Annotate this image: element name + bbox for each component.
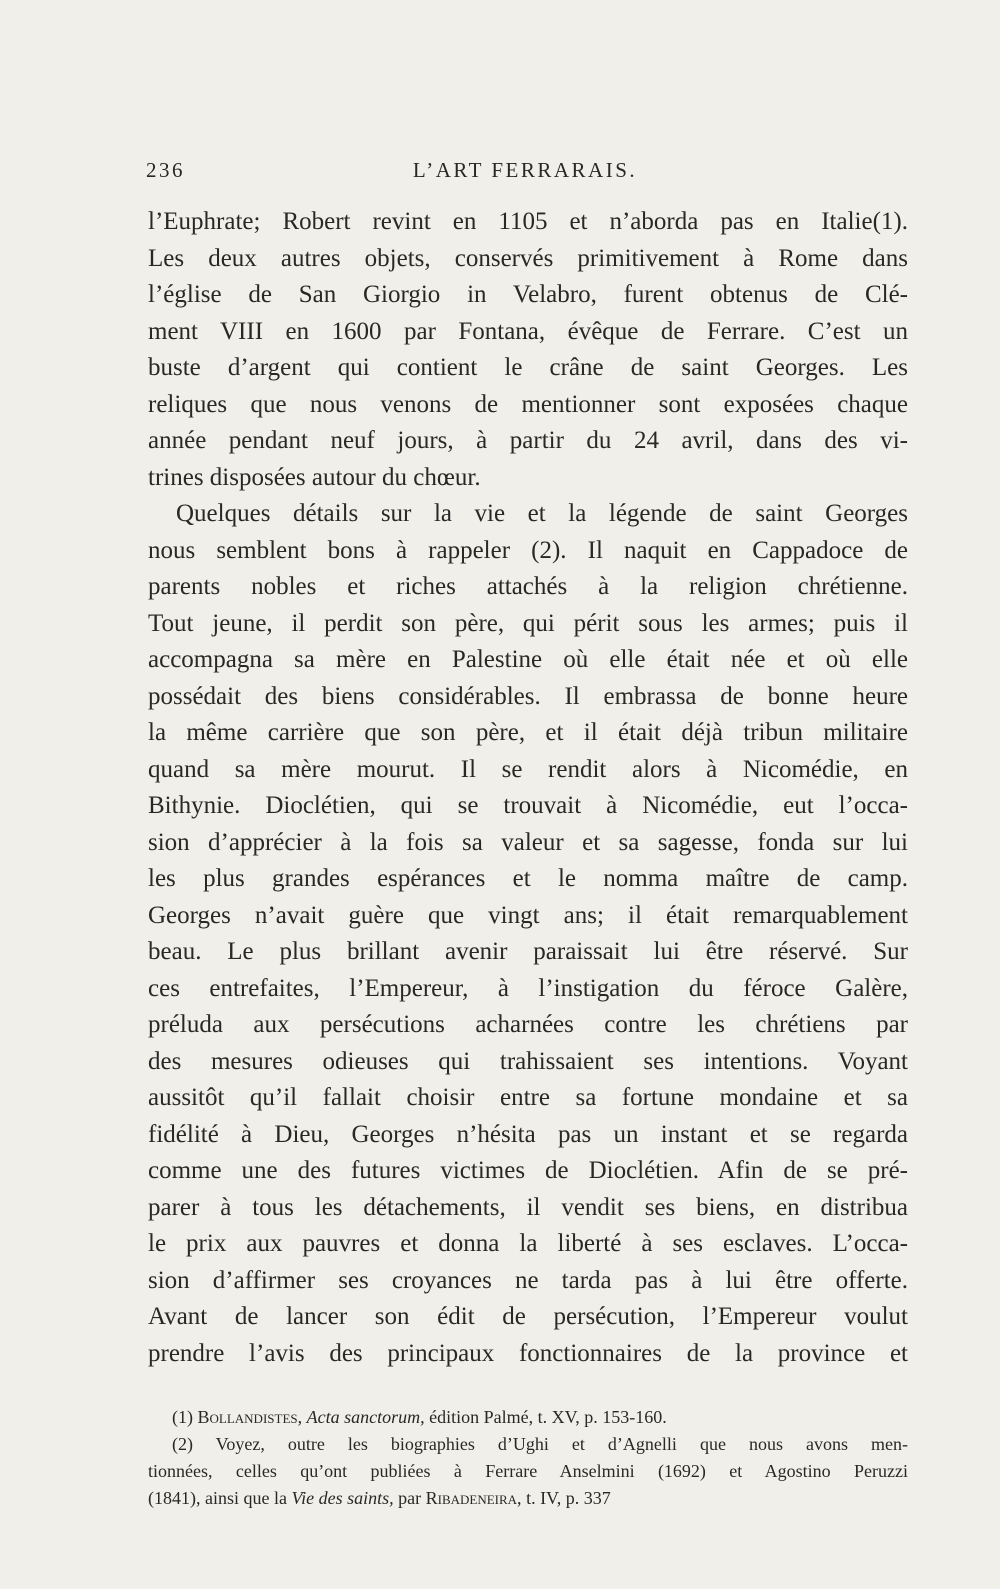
body-text (148, 204, 908, 1372)
text-line: aussitôt qu’il fallait choisir entre sa fortune mondaine et sa (148, 1084, 908, 1111)
footnote-1 (148, 1404, 908, 1431)
footnote-text: t. IV, p. 337 (526, 1488, 611, 1508)
text-line: Avant de lancer son édit de persécution, l’Empereur voulut (148, 1303, 908, 1330)
footnote-marker: (1) (172, 1407, 193, 1427)
footnote-work-title: Vie des saints, (291, 1488, 394, 1508)
text-line: prendre l’avis des principaux fonctionnaires de la province et (148, 1339, 908, 1367)
text-line: reliques que nous venons de mentionner sont exposées chaque (148, 390, 908, 418)
text-line: possédait des biens considérables. Il embrassa de bonne heure (148, 682, 908, 710)
text-line: l’Euphrate; Robert revint en 1105 et n’aborda pas en Italie(1). (148, 208, 908, 235)
footnote-2: (2) Voyez, outre les biographies d’Ughi et d’Agnelli que nous avons men- (172, 1434, 908, 1454)
footnotes (148, 1404, 908, 1512)
text-line: ces entrefaites, l’Empereur, à l’instigation du féroce Galère, (148, 974, 908, 1002)
footnote-author: Ribadeneira, (425, 1488, 522, 1508)
text-line: parer à tous les détachements, il vendit ses biens, en distribua (148, 1193, 908, 1221)
text-line: l’église de San Giorgio in Velabro, furent obtenus de Clé- (148, 281, 908, 308)
text-line: nous semblent bons à rappeler (2). Il naquit en Cappadoce de (148, 536, 908, 564)
text-line: sion d’apprécier à la fois sa valeur et sa sagesse, fonda sur lui (148, 828, 908, 856)
text-line: Quelques détails sur la vie et la légende de saint Georges (176, 500, 908, 527)
text-line: Georges n’avait guère que vingt ans; il était remarquablement (148, 901, 908, 929)
text-line: la même carrière que son père, et il était déjà tribun militaire (148, 719, 908, 746)
page-header (146, 158, 904, 188)
footnote-author: Bollandistes, (197, 1407, 303, 1427)
text-line: sion d’affirmer ses croyances ne tarda pas à lui être offerte. (148, 1266, 908, 1294)
text-line: quand sa mère mourut. Il se rendit alors à Nicomédie, en (148, 755, 908, 783)
text-line: année pendant neuf jours, à partir du 24 avril, dans des vi- (148, 427, 908, 454)
footnote-2-end (148, 1485, 908, 1512)
text-line: parents nobles et riches attachés à la religion chrétienne. (148, 573, 908, 600)
text-line: fidélité à Dieu, Georges n’hésita pas un instant et se regarda (148, 1120, 908, 1148)
text-line: Les deux autres objets, conservés primitivement à Rome dans (148, 244, 908, 272)
text-line: Bithynie. Dioclétien, qui se trouvait à Nicomédie, eut l’occa- (148, 792, 908, 819)
footnote-work-title: Acta sanctorum, (306, 1407, 425, 1427)
text-line: beau. Le plus brillant avenir paraissait lui être réservé. Sur (148, 938, 908, 965)
text-line: ment VIII en 1600 par Fontana, évêque de Ferrare. C’est un (148, 317, 908, 345)
text-line: accompagna sa mère en Palestine où elle était née et où elle (148, 646, 908, 673)
text-line: le prix aux pauvres et donna la liberté à ses esclaves. L’occa- (148, 1230, 908, 1257)
text-line: les plus grandes espérances et le nomma maître de camp. (148, 865, 908, 892)
page-number: 236 (146, 158, 185, 182)
text-line: buste d’argent qui contient le crâne de saint Georges. Les (148, 354, 908, 381)
footnote-2-continued: tionnées, celles qu’ont publiées à Ferrare Anselmini (1692) et Agostino Peruzzi (148, 1461, 908, 1481)
running-title: L’ART FERRARAIS. (412, 158, 638, 182)
text-line: comme une des futures victimes de Dioclétien. Afin de se pré- (148, 1157, 908, 1184)
footnote-text: (1841), ainsi que la (148, 1488, 287, 1508)
footnote-text: édition Palmé, t. XV, p. 153-160. (429, 1407, 667, 1427)
text-line: préluda aux persécutions acharnées contre les chrétiens par (148, 1011, 908, 1038)
text-line: Tout jeune, il perdit son père, qui périt sous les armes; puis il (148, 609, 908, 637)
text-line: des mesures odieuses qui trahissaient ses intentions. Voyant (148, 1047, 908, 1075)
text-line: trines disposées autour du chœur. (148, 463, 481, 491)
footnote-text: par (398, 1488, 422, 1508)
